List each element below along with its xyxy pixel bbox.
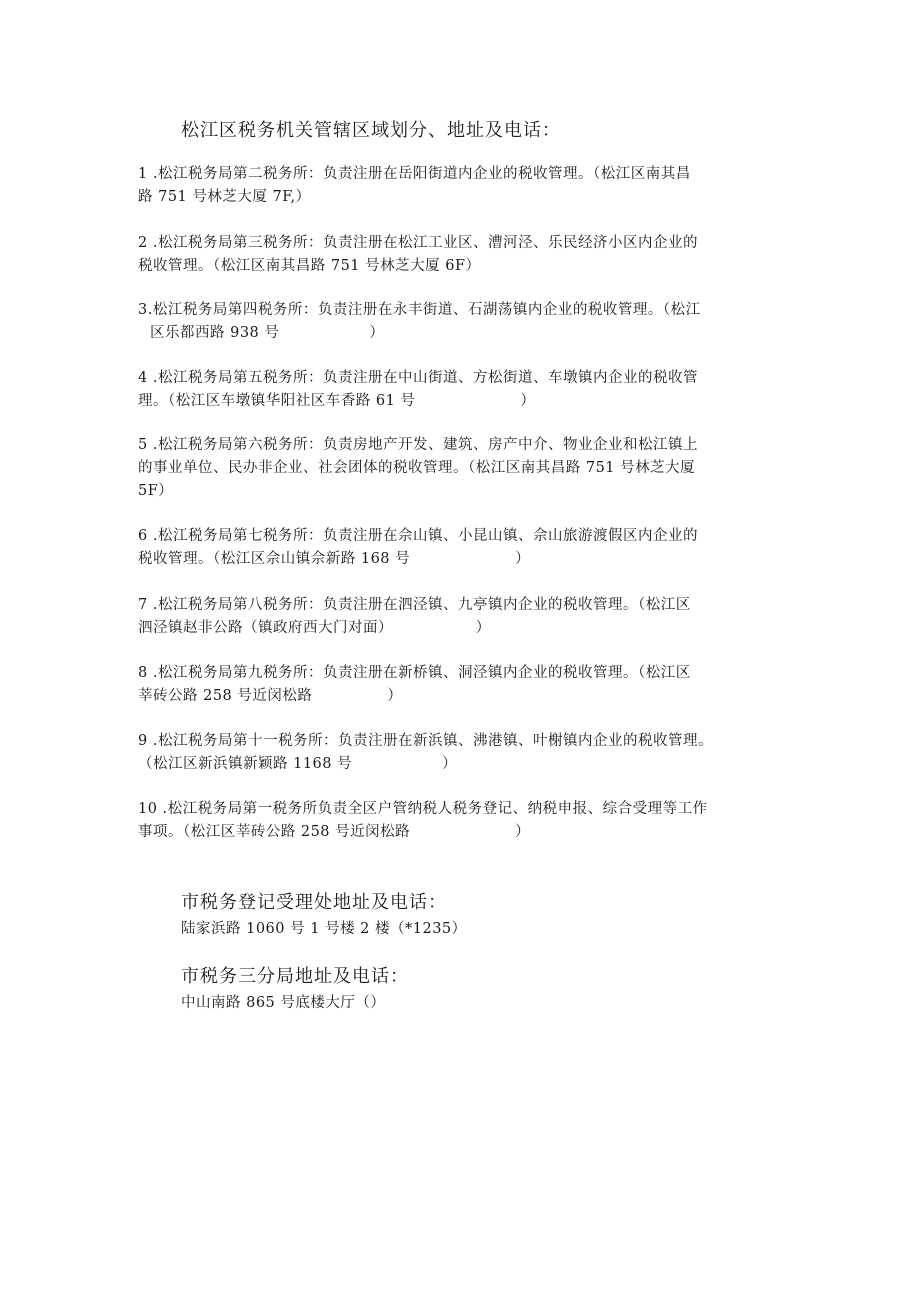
- list-item-line: 区乐都西路 938 号 ）: [150, 325, 385, 341]
- list-item-1: [138, 163, 788, 209]
- city-registration-heading: 市税务登记受理处地址及电话：: [181, 892, 447, 913]
- list-item-line: 泗泾镇赵非公路（镇政府西大门对面） ）: [138, 620, 491, 636]
- list-item-5: [138, 434, 788, 503]
- list-item-line: 6 .松江税务局第七税务所：负责注册在佘山镇、小昆山镇、佘山旅游渡假区内企业的: [138, 528, 698, 544]
- city-third-branch-address: 中山南路 865 号底楼大厅（）: [181, 995, 386, 1011]
- list-item-line: 税收管理。（松江区佘山镇佘新路 168 号 ）: [138, 551, 531, 567]
- list-item-line: 3.松江税务局第四税务所：负责注册在永丰街道、石湖荡镇内企业的税收管理。（松江: [138, 302, 701, 318]
- list-item-line: 莘砖公路 258 号近闵松路 ）: [138, 688, 403, 704]
- document-title: 松江区税务机关管辖区域划分、地址及电话：: [181, 120, 561, 141]
- list-item-line: 9 .松江税务局第十一税务所：负责注册在新浜镇、沸港镇、叶榭镇内企业的税收管理。: [138, 733, 713, 749]
- city-third-branch-heading: 市税务三分局地址及电话：: [181, 966, 409, 987]
- list-item-10: [138, 798, 788, 844]
- list-item-line: 5 .松江税务局第六税务所：负责房地产开发、建筑、房产中介、物业企业和松江镇上: [138, 437, 698, 453]
- list-item-6: [138, 525, 788, 571]
- list-item-7: [138, 594, 788, 640]
- list-item-line: （松江区新浜镇新颖路 1168 号 ）: [138, 756, 458, 772]
- list-item-2: [138, 232, 788, 278]
- list-item-line: 的事业单位、民办非企业、社会团体的税收管理。（松江区南其昌路 751 号林芝大厦: [138, 460, 696, 476]
- list-item-4: [138, 367, 788, 413]
- list-item-line: 路 751 号林芝大厦 7F,）: [138, 189, 311, 205]
- list-item-line: 事项。（松江区莘砖公路 258 号近闵松路 ）: [138, 824, 531, 840]
- list-item-line: 4 .松江税务局第五税务所：负责注册在中山街道、方松街道、车墩镇内企业的税收管: [138, 370, 698, 386]
- list-item-line: 8 .松江税务局第九税务所：负责注册在新桥镇、洞泾镇内企业的税收管理。（松江区: [138, 665, 691, 681]
- list-item-line: 5F）: [138, 483, 174, 499]
- list-item-line: 2 .松江税务局第三税务所：负责注册在松江工业区、漕河泾、乐民经济小区内企业的: [138, 235, 698, 251]
- list-item-line: 1 .松江税务局第二税务所：负责注册在岳阳街道内企业的税收管理。（松江区南其昌: [138, 166, 691, 182]
- list-item-line: 10 .松江税务局第一税务所负责全区户管纳税人税务登记、纳税申报、综合受理等工作: [138, 801, 708, 817]
- list-item-line: 7 .松江税务局第八税务所：负责注册在泗泾镇、九亭镇内企业的税收管理。（松江区: [138, 597, 691, 613]
- list-item-line: 理。（松江区车墩镇华阳社区车香路 61 号 ）: [138, 393, 536, 409]
- list-item-9: [138, 730, 788, 776]
- city-registration-address: 陆家浜路 1060 号 1 号楼 2 楼（*1235）: [181, 921, 467, 937]
- list-item-3: [138, 299, 788, 345]
- list-item-line: 税收管理。（松江区南其昌路 751 号林芝大厦 6F）: [138, 258, 481, 274]
- list-item-8: [138, 662, 788, 708]
